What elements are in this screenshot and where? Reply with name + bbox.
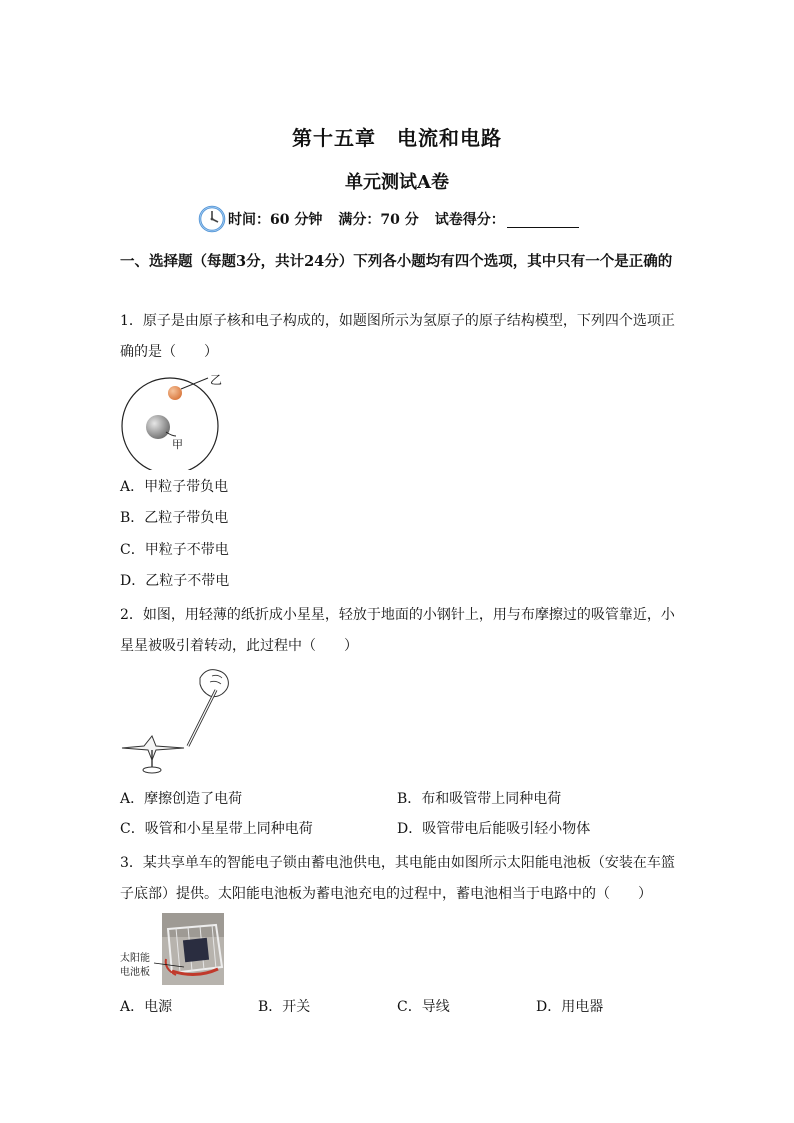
page-title: 第十五章 电流和电路 <box>292 126 502 150</box>
time-label: 时间：60 分钟 <box>228 212 323 228</box>
option-3b[interactable]: B．开关 <box>258 999 311 1015</box>
label-yi: 乙 <box>210 373 223 387</box>
option-3a[interactable]: A．电源 <box>120 999 173 1015</box>
nucleus <box>146 415 170 439</box>
option-3c[interactable]: C．导线 <box>397 999 450 1015</box>
option-1d[interactable]: D．乙粒子不带电 <box>120 573 230 589</box>
solar-panel <box>183 938 209 962</box>
solar-panel-photo <box>118 913 226 985</box>
option-2d[interactable]: D．吸管带电后能吸引轻小物体 <box>397 821 591 837</box>
electron <box>168 386 182 400</box>
paper-star-figure <box>118 664 234 780</box>
question-stem-1: 1．原子是由原子核和电子构成的，如题图所示为氢原子的原子结构模型，下列四个选项正确的是（ ） <box>120 313 675 360</box>
option-3d[interactable]: D．用电器 <box>536 999 604 1015</box>
question-stem-2: 2．如图，用轻薄的纸折成小星星，轻放于地面的小钢针上，用与布摩擦过的吸管靠近，小星星被吸引着转动，此过程中（ ） <box>120 607 675 654</box>
exam-meta <box>198 204 579 234</box>
option-2c[interactable]: C．吸管和小星星带上同种电荷 <box>120 821 313 837</box>
result-label: 试卷得分： <box>434 212 505 228</box>
question-stem-3: 3．某共享单车的智能电子锁由蓄电池供电，其电能由如图所示太阳能电池板（安装在车篮子底部）提供。太阳能电池板为蓄电池充电的过程中，蓄电池相当于电路中的（ ） <box>120 855 675 902</box>
page-subtitle: 单元测试A卷 <box>345 172 449 193</box>
label-jia: 甲 <box>172 438 183 451</box>
section-heading: 一、选择题（每题3分，共计24分）下列各小题均有四个选项，其中只有一个是正确的 <box>120 253 673 270</box>
score-blank[interactable] <box>507 211 579 228</box>
option-2a[interactable]: A．摩擦创造了电荷 <box>120 791 243 807</box>
base <box>143 767 161 773</box>
score-label: 满分：70 分 <box>338 212 419 228</box>
option-2b[interactable]: B．布和吸管带上同种电荷 <box>397 791 562 807</box>
option-1b[interactable]: B．乙粒子带负电 <box>120 510 229 526</box>
option-1c[interactable]: C．甲粒子不带电 <box>120 542 229 558</box>
option-1a[interactable]: A．甲粒子带负电 <box>120 479 229 495</box>
panel-label-2: 电池板 <box>120 967 150 978</box>
paper-star <box>122 736 184 760</box>
panel-label-1: 太阳能 <box>120 953 150 964</box>
clock-icon <box>198 205 226 233</box>
atom-model-figure <box>118 370 230 470</box>
